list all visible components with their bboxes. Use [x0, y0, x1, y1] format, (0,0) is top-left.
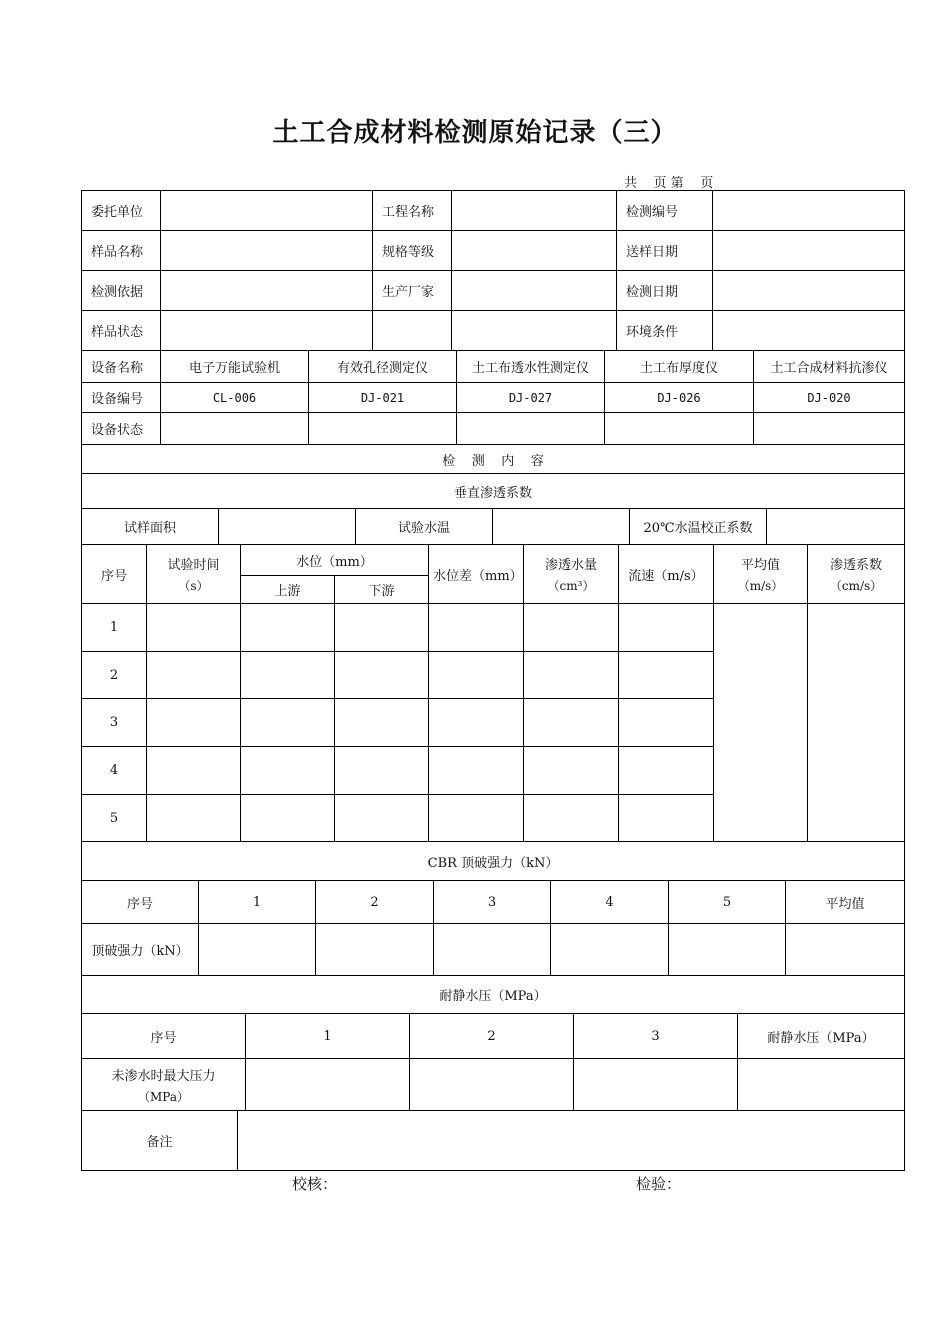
equipment-name: 土工合成材料抗渗仪 [754, 351, 905, 383]
temp-correction-label: 20℃水温校正系数 [630, 509, 767, 545]
cbr-table [81, 880, 905, 1014]
col-coef-unit: （cm/s） [829, 579, 883, 593]
cbr-value-cell[interactable] [434, 924, 551, 976]
downstream-cell[interactable] [335, 652, 429, 699]
manufacturer-label: 生产厂家 [373, 271, 452, 311]
volume-cell[interactable] [524, 795, 619, 842]
blank-field[interactable] [452, 311, 617, 351]
client-field[interactable] [161, 191, 373, 231]
page-count: 共 页 第 页 [624, 176, 714, 191]
page-title: 土工合成材料检测原始记录（三） [272, 118, 678, 148]
permeability-title: 垂直渗透系数 [82, 474, 905, 509]
col-volume-unit: （cm³） [547, 579, 595, 593]
cbr-col: 1 [199, 881, 316, 924]
hydro-value-cell[interactable] [410, 1059, 574, 1111]
time-cell[interactable] [147, 747, 241, 795]
cbr-col: 3 [434, 881, 551, 924]
time-cell[interactable] [147, 604, 241, 652]
col-avg [714, 545, 808, 604]
sample-state-label: 样品状态 [82, 311, 161, 351]
equipment-state-field[interactable] [754, 413, 905, 445]
velocity-cell[interactable] [619, 747, 714, 795]
info-table [81, 190, 905, 351]
environment-field[interactable] [713, 311, 905, 351]
equipment-code-label: 设备编号 [82, 383, 161, 413]
permeability-table [81, 544, 905, 881]
manufacturer-field[interactable] [452, 271, 617, 311]
sample-area-label: 试样面积 [82, 509, 219, 545]
hydro-result-label: 耐静水压（MPa） [738, 1014, 905, 1059]
remarks-label: 备注 [82, 1111, 238, 1171]
equipment-table [81, 350, 905, 509]
col-volume [524, 545, 619, 604]
downstream-cell[interactable] [335, 604, 429, 652]
test-date-label: 检测日期 [617, 271, 713, 311]
downstream-cell[interactable] [335, 795, 429, 842]
hydro-result-cell[interactable] [738, 1059, 905, 1111]
col-time-label: 试验时间 [167, 558, 220, 573]
equipment-name-label: 设备名称 [82, 351, 161, 383]
upstream-cell[interactable] [241, 795, 335, 842]
hydro-seq-label: 序号 [82, 1014, 246, 1059]
time-cell[interactable] [147, 699, 241, 747]
hydro-row-label-line2: （MPa） [138, 1089, 189, 1104]
equipment-state-field[interactable] [161, 413, 309, 445]
row-seq: 2 [82, 652, 147, 699]
hydrostatic-title: 耐静水压（MPa） [82, 976, 905, 1014]
volume-cell[interactable] [524, 652, 619, 699]
hydro-col: 3 [574, 1014, 738, 1059]
sample-name-label: 样品名称 [82, 231, 161, 271]
volume-cell[interactable] [524, 604, 619, 652]
diff-cell[interactable] [429, 699, 524, 747]
equipment-state-field[interactable] [605, 413, 754, 445]
check-signature-label: 校核： [292, 1175, 338, 1193]
project-field[interactable] [452, 191, 617, 231]
remarks-table [81, 1110, 905, 1171]
cbr-value-cell[interactable] [669, 924, 786, 976]
remarks-field[interactable] [238, 1111, 905, 1171]
col-time-unit: （s） [178, 579, 209, 593]
spec-label: 规格等级 [373, 231, 452, 271]
water-temp-field[interactable] [493, 509, 630, 545]
upstream-cell[interactable] [241, 747, 335, 795]
row-seq: 3 [82, 699, 147, 747]
upstream-cell[interactable] [241, 652, 335, 699]
equipment-state-label: 设备状态 [82, 413, 161, 445]
downstream-cell[interactable] [335, 699, 429, 747]
client-label: 委托单位 [82, 191, 161, 231]
row-seq: 1 [82, 604, 147, 652]
sample-name-field[interactable] [161, 231, 373, 271]
basis-field[interactable] [161, 271, 373, 311]
temp-correction-field[interactable] [767, 509, 905, 545]
equipment-code: CL-006 [161, 383, 309, 413]
upstream-cell[interactable] [241, 604, 335, 652]
equipment-name: 土工布透水性测定仪 [457, 351, 605, 383]
cbr-row-label: 顶破强力（kN） [82, 924, 199, 976]
content-header: 检 测 内 容 [82, 445, 905, 474]
water-temp-label: 试验水温 [356, 509, 493, 545]
col-coef [808, 545, 905, 604]
blank-cell [373, 311, 452, 351]
col-avg-label: 平均值 [740, 558, 780, 573]
volume-cell[interactable] [524, 699, 619, 747]
cbr-title: CBR 顶破强力（kN） [82, 842, 905, 881]
equipment-code: DJ-026 [605, 383, 754, 413]
cbr-col: 2 [316, 881, 434, 924]
test-number-field[interactable] [713, 191, 905, 231]
cbr-value-cell[interactable] [551, 924, 669, 976]
row-seq: 4 [82, 747, 147, 795]
test-date-field[interactable] [713, 271, 905, 311]
diff-cell[interactable] [429, 604, 524, 652]
equipment-state-field[interactable] [457, 413, 605, 445]
velocity-cell[interactable] [619, 699, 714, 747]
hydro-col: 1 [246, 1014, 410, 1059]
cbr-value-cell[interactable] [199, 924, 316, 976]
equipment-name: 电子万能试验机 [161, 351, 309, 383]
cbr-seq-label: 序号 [82, 881, 199, 924]
equipment-name: 土工布厚度仪 [605, 351, 754, 383]
downstream-cell[interactable] [335, 747, 429, 795]
col-seq: 序号 [82, 545, 147, 604]
basis-label: 检测依据 [82, 271, 161, 311]
col-level: 水位（mm） [241, 545, 429, 576]
hydro-col: 2 [410, 1014, 574, 1059]
col-time [147, 545, 241, 604]
cbr-col: 4 [551, 881, 669, 924]
upstream-cell[interactable] [241, 699, 335, 747]
permeability-params-table [81, 508, 905, 545]
col-downstream: 下游 [335, 576, 429, 604]
hydro-row-label [82, 1059, 246, 1111]
equipment-code: DJ-021 [309, 383, 457, 413]
col-upstream: 上游 [241, 576, 335, 604]
col-coef-label: 渗透系数 [829, 558, 882, 573]
velocity-cell[interactable] [619, 604, 714, 652]
hydro-value-cell[interactable] [246, 1059, 410, 1111]
equipment-state-field[interactable] [309, 413, 457, 445]
cbr-avg-cell[interactable] [786, 924, 905, 976]
equipment-code: DJ-020 [754, 383, 905, 413]
col-diff: 水位差（mm） [429, 545, 524, 604]
volume-cell[interactable] [524, 747, 619, 795]
col-velocity: 流速（m/s） [619, 545, 714, 604]
cbr-avg-label: 平均值 [786, 881, 905, 924]
environment-label: 环境条件 [617, 311, 713, 351]
hydro-row-label-line1: 未渗水时最大压力 [111, 1068, 216, 1084]
cbr-value-cell[interactable] [316, 924, 434, 976]
delivery-date-field[interactable] [713, 231, 905, 271]
col-volume-label: 渗透水量 [544, 558, 597, 573]
hydro-value-cell[interactable] [574, 1059, 738, 1111]
cbr-col: 5 [669, 881, 786, 924]
project-label: 工程名称 [373, 191, 452, 231]
hydrostatic-table [81, 1013, 905, 1111]
diff-cell[interactable] [429, 795, 524, 842]
time-cell[interactable] [147, 652, 241, 699]
test-signature-label: 检验： [636, 1175, 682, 1193]
time-cell[interactable] [147, 795, 241, 842]
test-number-label: 检测编号 [617, 191, 713, 231]
sample-state-field[interactable] [161, 311, 373, 351]
spec-field[interactable] [452, 231, 617, 271]
avg-cell[interactable] [714, 604, 808, 842]
diff-cell[interactable] [429, 652, 524, 699]
sample-area-field[interactable] [219, 509, 356, 545]
equipment-code: DJ-027 [457, 383, 605, 413]
velocity-cell[interactable] [619, 652, 714, 699]
coef-cell[interactable] [808, 604, 905, 842]
col-avg-unit: （m/s） [737, 579, 784, 593]
velocity-cell[interactable] [619, 795, 714, 842]
diff-cell[interactable] [429, 747, 524, 795]
row-seq: 5 [82, 795, 147, 842]
delivery-date-label: 送样日期 [617, 231, 713, 271]
equipment-name: 有效孔径测定仪 [309, 351, 457, 383]
